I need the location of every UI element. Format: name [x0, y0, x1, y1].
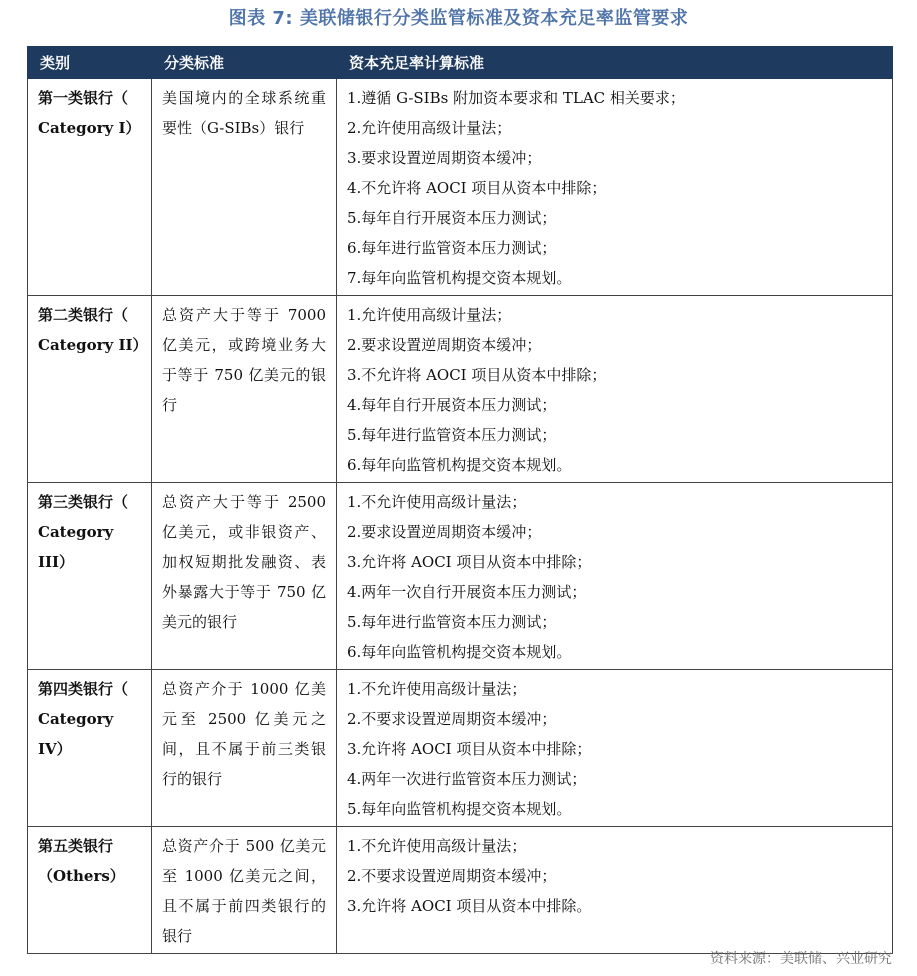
category-cell: 第二类银行（ Category II）	[28, 296, 152, 483]
requirements-cell	[337, 827, 893, 954]
standard-cell: 美国境内的全球系统重要性（G-SIBs）银行	[152, 79, 337, 296]
requirement-item: 4.两年一次自行开展资本压力测试；	[347, 583, 587, 601]
category-cell: 第三类银行（ Category III）	[28, 483, 152, 670]
table-row	[28, 670, 893, 827]
category-cell: 第一类银行（ Category I）	[28, 79, 152, 296]
requirement-item: 2.不要求设置逆周期资本缓冲；	[347, 867, 557, 885]
requirement-item: 2.不要求设置逆周期资本缓冲；	[347, 710, 557, 728]
requirement-item: 5.每年自行开展资本压力测试；	[347, 209, 557, 227]
figure-title: 图表 7: 美联储银行分类监管标准及资本充足率监管要求	[228, 8, 689, 29]
regulation-table	[27, 46, 893, 954]
requirement-item: 5.每年进行监管资本压力测试；	[347, 426, 557, 444]
requirements-cell	[337, 670, 893, 827]
requirement-item: 3.不允许将 AOCI 项目从资本中排除；	[347, 366, 607, 384]
table-body	[28, 79, 893, 954]
table-row	[28, 296, 893, 483]
requirement-item: 6.每年向监管机构提交资本规划。	[347, 456, 572, 474]
requirement-item: 3.要求设置逆周期资本缓冲；	[347, 149, 542, 167]
requirement-item: 5.每年进行监管资本压力测试；	[347, 613, 557, 631]
requirement-item: 4.两年一次进行监管资本压力测试；	[347, 770, 587, 788]
category-cell: 第五类银行（Others）	[28, 827, 152, 954]
requirements-list	[347, 300, 882, 480]
requirement-item: 2.要求设置逆周期资本缓冲；	[347, 336, 542, 354]
table-row	[28, 79, 893, 296]
category-cell: 第四类银行（ Category IV）	[28, 670, 152, 827]
requirement-item: 1.允许使用高级计量法；	[347, 306, 512, 324]
standard-cell: 总资产大于等于 7000 亿美元，或跨境业务大于等于 750 亿美元的银行	[152, 296, 337, 483]
requirement-item: 6.每年向监管机构提交资本规划。	[347, 643, 572, 661]
requirement-item: 1.遵循 G-SIBs 附加资本要求和 TLAC 相关要求；	[347, 89, 685, 107]
table-row	[28, 483, 893, 670]
requirement-item: 3.允许将 AOCI 项目从资本中排除。	[347, 897, 592, 915]
requirement-item: 1.不允许使用高级计量法；	[347, 680, 527, 698]
header-requirements: 资本充足率计算标准	[337, 47, 893, 79]
requirements-cell	[337, 483, 893, 670]
standard-cell: 总资产大于等于 2500 亿美元，或非银资产、加权短期批发融资、表外暴露大于等于 750 亿美元的银行	[152, 483, 337, 670]
requirement-item: 1.不允许使用高级计量法；	[347, 837, 527, 855]
requirements-cell	[337, 296, 893, 483]
header-standard: 分类标准	[152, 47, 337, 79]
requirements-list	[347, 487, 882, 667]
header-category: 类别	[28, 47, 152, 79]
requirement-item: 2.允许使用高级计量法；	[347, 119, 512, 137]
requirement-item: 3.允许将 AOCI 项目从资本中排除；	[347, 740, 592, 758]
requirements-list	[347, 674, 882, 824]
requirements-list	[347, 831, 882, 921]
standard-cell: 总资产介于 500 亿美元至 1000 亿美元之间，且不属于前四类银行的银行	[152, 827, 337, 954]
requirement-item: 6.每年进行监管资本压力测试；	[347, 239, 557, 257]
table-header-row	[28, 47, 893, 79]
requirement-item: 1.不允许使用高级计量法；	[347, 493, 527, 511]
requirement-item: 3.允许将 AOCI 项目从资本中排除；	[347, 553, 592, 571]
table-row	[28, 827, 893, 954]
requirements-cell	[337, 79, 893, 296]
requirements-list	[347, 83, 882, 293]
requirement-item: 2.要求设置逆周期资本缓冲；	[347, 523, 542, 541]
requirement-item: 4.不允许将 AOCI 项目从资本中排除；	[347, 179, 607, 197]
requirement-item: 5.每年向监管机构提交资本规划。	[347, 800, 572, 818]
requirement-item: 4.每年自行开展资本压力测试；	[347, 396, 557, 414]
source-note: 资料来源：美联储、兴业研究	[710, 951, 892, 967]
requirement-item: 7.每年向监管机构提交资本规划。	[347, 269, 572, 287]
standard-cell: 总资产介于 1000 亿美元至 2500 亿美元之间，且不属于前三类银行的银行	[152, 670, 337, 827]
